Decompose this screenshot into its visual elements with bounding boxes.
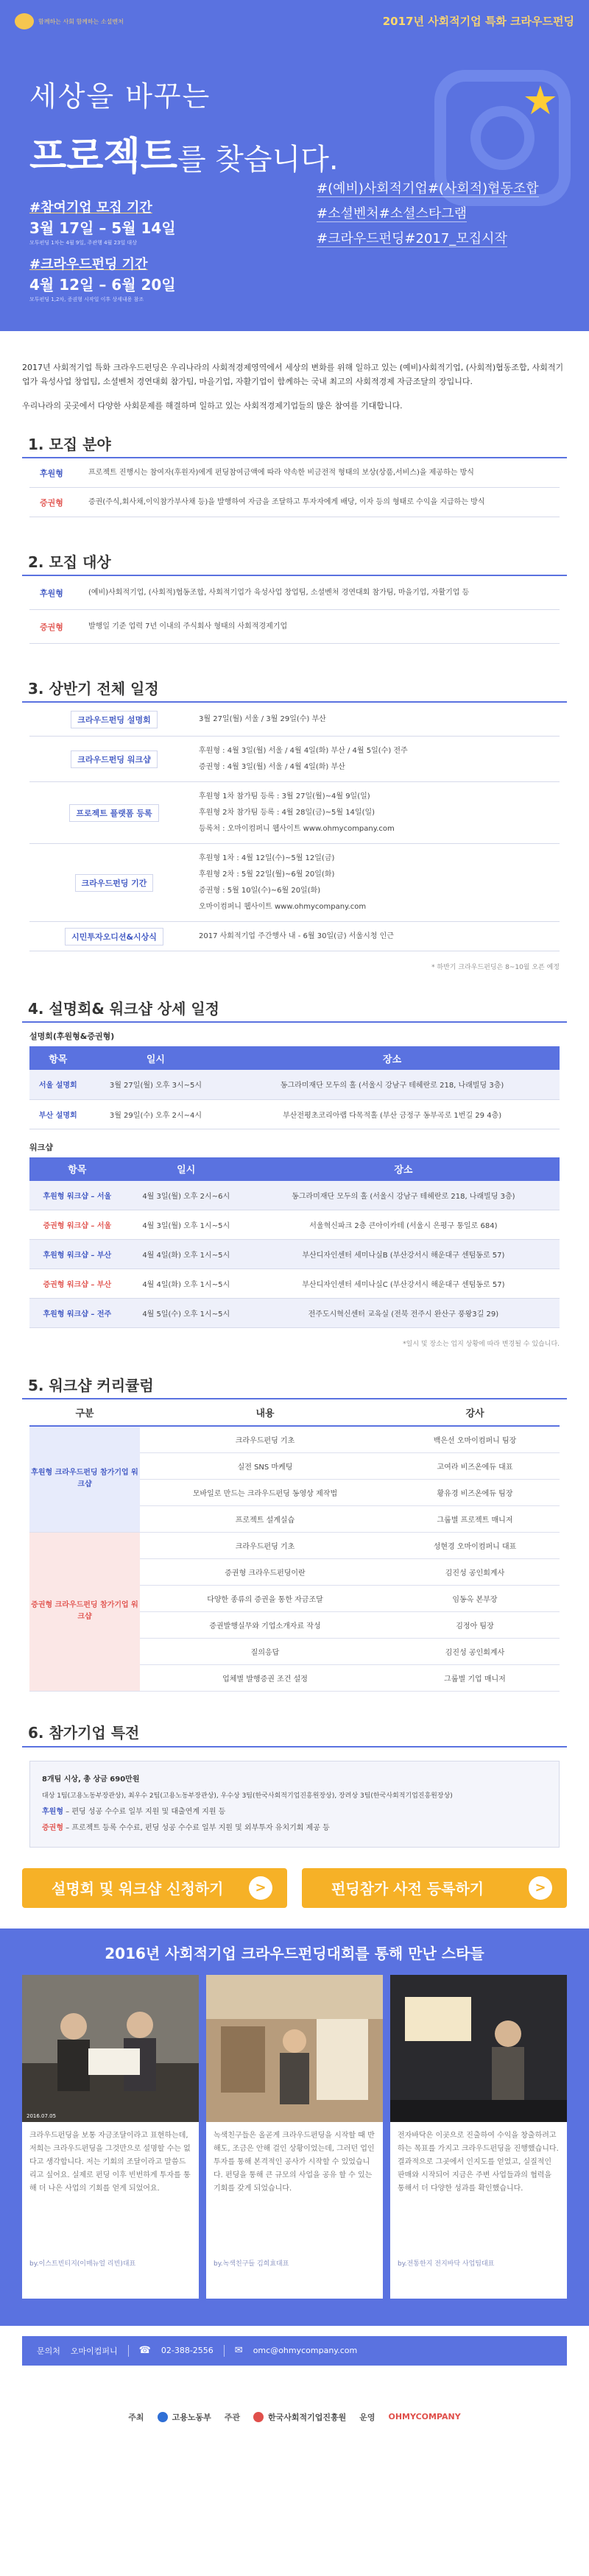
- table-row: 증권형 증권(주식,회사채,이익참가부사채 등)을 발행하여 자금을 조달하고 투자자에게 배당, 이자 등의 형태로 수익을 지급하는 방식: [29, 488, 560, 517]
- star-icon: ★: [522, 77, 558, 124]
- table-row: 후원형 워크샵 – 전주 4월 5일(수) 오후 1시~5시 전주도시혁신센터 교육실 (전북 전주시 완산구 풍왕3길 29): [29, 1299, 560, 1328]
- story-card: 전자바닥은 이곳으로 진출하여 수익을 창출하려고 하는 목표를 가지고 크라우드펀딩을 진행했습니다. 결과적으로 그곳에서 인지도를 얻었고, 실질적인 판매와 시작되어 지금은 주변 사업들과의 협력을 통해서 더 다양한 성과를 확인했습니다. by.전통한지 전지바닥 사업팀대표: [390, 1975, 567, 2299]
- table-row: 프로젝트 설계실습 그룹별 프로젝트 매니저: [29, 1505, 560, 1532]
- table-row: 후원형 워크샵 – 부산 4월 4일(화) 오후 1시~5시 부산디자인센터 세미나실B (부산강서시 해운대구 센텀동로 57): [29, 1240, 560, 1269]
- logo: 함께하는 사회 함께하는 소셜벤처: [15, 13, 124, 29]
- table-row: 서울 설명회 3월 27일(월) 오후 3시~5시 동그라미재단 모두의 홀 (서울시 강남구 테헤란로 218, 나래빌딩 3층): [29, 1070, 560, 1099]
- phone-link[interactable]: 02-388-2556: [161, 2346, 214, 2355]
- table-row: 부산 설명회 3월 29일(수) 오후 2시~4시 부산전평초코리아랩 다목적홀 (부산 금정구 동부곡로 1번길 29 4층): [29, 1099, 560, 1129]
- funding-period: #크라우드펀딩 기간 4월 12일 – 6월 20일 모투펀딩 1,2차, 증권형 시작일 이후 상세내용 참조: [29, 257, 176, 302]
- schedule-row: 프로젝트 플랫폼 등록 후원형 1차 참가팀 등록 : 3월 27일(월)~4월 9일(일) 후원형 2차 참가팀 등록 : 4월 28일(금)~5월 14일(일) 등록처 : 오마이컴퍼니 웹사이트 www.ohmycompany.com: [29, 782, 560, 844]
- table-row: 증권형 크라우드펀딩이란 김진성 공인회계사: [29, 1558, 560, 1585]
- table-row: 후원형 프로젝트 진행시는 참여자(후원자)에게 펀딩참여금액에 따라 약속한 비금전적 형태의 보상(상품,서비스)을 제공하는 방식: [29, 458, 560, 488]
- table-row: 다양한 종류의 증권을 통한 자금조달 임동옥 본부장: [29, 1585, 560, 1611]
- arrow-right-icon: >: [249, 1876, 272, 1900]
- table-row: 후원형 워크샵 – 서울 4월 3일(월) 오후 2시~6시 동그라미재단 모두의 홀 (서울시 강남구 테헤란로 218, 나래빌딩 3층): [29, 1181, 560, 1210]
- curriculum-table: 구분 내용 강사 후원형 크라우드펀딩 참가기업 워크샵 크라우드펀딩 기초 백은선 오마이컴퍼니 팀장 실전 SNS 마케팅 고여라 비즈온에듀 대표 모바일로 만드는 크라우드펀딩 동영상 제작법 황유경 비즈온에듀 팀장 프로젝트 설계실습 그룹별 프로젝트 매니저 증권형 크라우드펀딩 참가기업 워크샵 크라우드펀딩 기초 성현경 오마이컴퍼니 대표 증권형 크라우드펀딩이란 김진성 공인회계사 다양한 종류의 증권을 통한 자금조달 임동옥 본부장 증권발행실무와 기업소개자료 작성 김정아 팀장 질의응답 김진성 공인회계사 업체별 발행증권 조건 설정 그룹별 기업 매니저: [29, 1399, 560, 1692]
- table-row: 질의응답 김진성 공인회계사: [29, 1638, 560, 1664]
- story-photo: 2016.07.05: [22, 1975, 199, 2122]
- table-row: 실전 SNS 마케팅 고여라 비즈온에듀 대표: [29, 1452, 560, 1479]
- preregister-button[interactable]: 펀딩참가 사전 등록하기 >: [302, 1868, 567, 1908]
- section-session-detail: 4. 설명회& 워크샵 상세 일정 설명회(후원형&증권형) 항목 일시 장소 서울 설명회 3월 27일(월) 오후 3시~5시 동그라미재단 모두의 홀 (서울시 강남구 테헤란로 218, 나래빌딩 3층) 부산 설명회 3월 29일(수) 오후 2시~4시 부산전평초코리아랩 다목적홀 (부산 금정구 동부곡로 1번길 29 4층) 워크샵 항목 일시 장소 후원형 워크샵 – 서울 4월 3일(월) 오후 2시~6시 동그라미재단 모두의 홀 (서울시 강남구 테헤란로 218, 나래빌딩 3층) 증권형 워크샵 – 서울 4월 3일(월) 오후 1시~5시 서울혁신파크 2층 큰아이카테 (서울시 은평구 통일로 684) 후원형 워크샵 – 부산 4월 4일(화) 오후 1시~5시 부산디자인센터 세미나실B (부산강서시 해운대구 센텀동로 57) 증권형 워크샵 – 부산 4월 4일(화) 오후 1시~5시 부산디자인센터 세미나실C (부산강서시 해운대구 센텀동로 57) 후원형 워크샵 – 전주 4월 5일(수) 오후 1시~5시 전주도시혁신센터 교육실 (전북 전주시 완산구 풍왕3길 29) *일시 및 장소는 업지 상황에 따라 변경될 수 있습니다.: [22, 993, 567, 1348]
- story-card: 녹색친구들은 올곧게 크라우드펀딩을 시작할 때 반해도, 조금은 안해 걸인 상황이었는데, 그러던 업인 투자를 통해 본격적인 공사가 시작할 수 있었습니다. 펀딩을 통해 큰 규모의 사업을 공유 할 수 있는 기회를 갖게 되었습니다. by.녹색친구들 김희효대표: [206, 1975, 383, 2299]
- section-recruit-field: 1. 모집 분야 후원형 프로젝트 진행시는 참여자(후원자)에게 펀딩참여금액에 따라 약속한 비금전적 형태의 보상(상품,서비스)을 제공하는 방식 증권형 증권(주식,회사채,이익참가부사채 등)을 발행하여 자금을 조달하고 투자자에게 배당, 이자 등의 형태로 수익을 지급하는 방식: [22, 429, 567, 517]
- hero-headline-1: 세상을 바꾸는: [29, 80, 211, 113]
- story-photo: [206, 1975, 383, 2122]
- story-photo: [390, 1975, 567, 2122]
- section-schedule: 3. 상반기 전체 일정 크라우드펀딩 설명회 3월 27일(월) 서울 / 3월 29일(수) 부산 크라우드펀딩 워크샵 후원형 : 4월 3일(월) 서울 / 4월 4일(화) 부산 / 4월 5일(수) 전주 증권형 : 4월 3일(월) 서울 / 4월 4일(화) 부산 프로젝트 플랫폼 등록 후원형 1차 참가팀 등록 : 3월 27일(월)~4월 9일(일) 후원형 2차 참가팀 등록 : 4월 28일(금)~5월 14일(일) 등록처 : 오마이컴퍼니 웹사이트 www.ohmycompany.com 크라우드펀딩 기간 후원형 1차 : 4월 12일(수)~5월 12일(금) 후원형 2차 : 5월 22일(월)~6월 20일(화) 증권형 : 5월 10일(수)~6월 20일(화) 오마이컴퍼니 웹사이트 www.ohmycompany.com 시민투자오디션&시상식 2017 사회적기업 주간행사 내 - 6월 30일(금) 서울시청 인근 * 하반기 크라우드펀딩은 8~10월 오픈 예정: [22, 673, 567, 971]
- briefing-table: 항목 일시 장소 서울 설명회 3월 27일(월) 오후 3시~5시 동그라미재단 모두의 홀 (서울시 강남구 테헤란로 218, 나래빌딩 3층) 부산 설명회 3월 29일(수) 오후 2시~4시 부산전평초코리아랩 다목적홀 (부산 금정구 동부곡로 1번길 29 4층): [29, 1046, 560, 1129]
- hero-top-title: 2017년 사회적기업 특화 크라우드펀딩: [382, 15, 574, 28]
- schedule-row: 크라우드펀딩 기간 후원형 1차 : 4월 12일(수)~5월 12일(금) 후원형 2차 : 5월 22일(월)~6월 20일(화) 증권형 : 5월 10일(수)~6월 20일(화) 오마이컴퍼니 웹사이트 www.ohmycompany.com: [29, 844, 560, 922]
- arrow-right-icon: >: [529, 1876, 552, 1900]
- hero-headline-2: 프로젝트를 찾습니다.: [29, 135, 339, 179]
- table-row: 후원형 크라우드펀딩 참가기업 워크샵 크라우드펀딩 기초 백은선 오마이컴퍼니 팀장: [29, 1426, 560, 1452]
- benefit-box: 8개팀 시상, 총 상금 690만원 대상 1팀(고용노동부장관상), 최우수 2팀(고용노동부장관상), 우수상 3팀(한국사회적기업진흥원장상), 장려상 3팀(한국사회적기업진흥원장상) 후원형 – 편딩 성공 수수료 일부 지원 및 대출연계 지원 등 증권형 – 프로젝트 등록 수수료, 펀딩 성공 수수료 일부 지원 및 외부투자 유치기회 제공 등: [29, 1761, 560, 1848]
- table-row: 증권발행실무와 기업소개자료 작성 김정아 팀장: [29, 1611, 560, 1638]
- table-row: 증권형 발행일 기준 업력 7년 이내의 주식회사 형태의 사회적경제기업: [29, 610, 560, 644]
- email-link[interactable]: omc@ohmycompany.com: [253, 2346, 358, 2355]
- section-recruit-target: 2. 모집 대상 후원형 (예비)사회적기업, (사회적)협동조합, 사회적기업가 육성사업 창업팀, 소셜벤처 경연대회 참가팀, 마을기업, 자활기업 등 증권형 발행일 기준 업력 7년 이내의 주식회사 형태의 사회적경제기업: [22, 547, 567, 644]
- hero-hashtags: #(예비)사회적기업#(사회적)협동조합 #소셜벤처#소셜스타그램 #크라우드펀딩#2017_모집시작: [317, 181, 539, 246]
- organizer-logo: 한국사회적기업진흥원: [253, 2411, 346, 2423]
- schedule-row: 크라우드펀딩 워크샵 후원형 : 4월 3일(월) 서울 / 4월 4일(화) 부산 / 4월 5일(수) 전주 증권형 : 4월 3일(월) 서울 / 4월 4일(화) 부산: [29, 737, 560, 782]
- hero-banner: [0, 0, 589, 331]
- stories-section: 2016년 사회적기업 크라우드펀딩대회를 통해 만난 스타들 2016.07.05 크라우드펀딩을 보통 자금조달이라고 표현하는데, 저희는 크라우드펀딩을 그것만으로 설명할 수는 없다고 생각합니다. 저는 기회의 조달이라고 말씀드리고 싶어요. 실제로 펀딩 이후 빈번하게 투자를 통해 더 나은 사업의 기회를 얻게 되었어요. by.이스트빈티지(이매뉴얼 리빈)대표 녹색친구들은 올곧게 크라우드펀딩을 시작할 때 반해도, 조금은 안해 걸인 상황이었는데, 그러던 업인 투자를 통해 본격적인 공사가 시작할 수 있었습니다. 펀딩을 통해 큰 규모의 사업을 공유 할 수 있는 기회를 갖게 되었습니다. by.녹색친구들 김희효대표 전자바닥은 이곳으로 진출하여 수익을 창출하려고 하는 목표를 가지고 크라우드펀딩을 진행했습니다. 결과적으로 그곳에서 인지도를 얻었고, 실질적인 판매와 시작되어 지금은 주변 사업들과의 협력을 통해서 더 다양한 성과를 확인했습니다. by.전통한지 전지바닥 사업팀대표: [0, 1929, 589, 2326]
- table-row: 증권형 크라우드펀딩 참가기업 워크샵 크라우드펀딩 기초 성현경 오마이컴퍼니 대표: [29, 1532, 560, 1558]
- table-row: 모바일로 만드는 크라우드펀딩 동영상 제작법 황유경 비즈온에듀 팀장: [29, 1479, 560, 1505]
- footer: 주최 고용노동부 주관 한국사회적기업진흥원 운영 OHMYCOMPANY: [128, 2412, 461, 2422]
- logo-mark-icon: [15, 13, 34, 29]
- story-card: 2016.07.05 크라우드펀딩을 보통 자금조달이라고 표현하는데, 저희는 크라우드펀딩을 그것만으로 설명할 수는 없다고 생각합니다. 저는 기회의 조달이라고 말씀드리고 싶어요. 실제로 펀딩 이후 빈번하게 투자를 통해 더 나은 사업의 기회를 얻게 되었어요. by.이스트빈티지(이매뉴얼 리빈)대표: [22, 1975, 199, 2299]
- phone-icon: ☎: [138, 2345, 151, 2356]
- section-benefits: 6. 참가기업 특전 8개팀 시상, 총 상금 690만원 대상 1팀(고용노동부장관상), 최우수 2팀(고용노동부장관상), 우수상 3팀(한국사회적기업진흥원장상), 장려상 3팀(한국사회적기업진흥원장상) 후원형 – 편딩 성공 수수료 일부 지원 및 대출연계 지원 등 증권형 – 프로젝트 등록 수수료, 펀딩 성공 수수료 일부 지원 및 외부투자 유치기회 제공 등: [22, 1718, 567, 1848]
- workshop-table: 항목 일시 장소 후원형 워크샵 – 서울 4월 3일(월) 오후 2시~6시 동그라미재단 모두의 홀 (서울시 강남구 테헤란로 218, 나래빌딩 3층) 증권형 워크샵 – 서울 4월 3일(월) 오후 1시~5시 서울혁신파크 2층 큰아이카테 (서울시 은평구 통일로 684) 후원형 워크샵 – 부산 4월 4일(화) 오후 1시~5시 부산디자인센터 세미나실B (부산강서시 해운대구 센텀동로 57) 증권형 워크샵 – 부산 4월 4일(화) 오후 1시~5시 부산디자인센터 세미나실C (부산강서시 해운대구 센텀동로 57) 후원형 워크샵 – 전주 4월 5일(수) 오후 1시~5시 전주도시혁신센터 교육실 (전북 전주시 완산구 풍왕3길 29): [29, 1157, 560, 1329]
- schedule-row: 크라우드펀딩 설명회 3월 27일(월) 서울 / 3월 29일(수) 부산: [29, 703, 560, 737]
- operator-logo: OHMYCOMPANY: [388, 2412, 461, 2421]
- apply-workshop-button[interactable]: 설명회 및 워크샵 신청하기 >: [22, 1868, 287, 1908]
- contact-bar: 문의처 오마이컴퍼니 ☎ 02-388-2556 ✉ omc@ohmycompany.com: [22, 2336, 567, 2366]
- host-logo: 고용노동부: [158, 2411, 211, 2423]
- intro-text: 2017년 사회적기업 특화 크라우드펀딩은 우리나라의 사회적경제영역에서 세상의 변화를 위해 일하고 있는 (예비)사회적기업, (사회적)협동조합, 사회적기업가 육성사업 창업팀, 소셜벤처 경연대회 참가팀, 마을기업, 자활기업이 함께하는 국내 최고의 사회적경제 자금조달의 장입니다. 우리나라의 곳곳에서 다양한 사회문제를 해결하며 일하고 있는 사회적경제기업들의 많은 참여를 기대합니다.: [22, 363, 564, 411]
- section-curriculum: 5. 워크샵 커리큘럼 구분 내용 강사 후원형 크라우드펀딩 참가기업 워크샵 크라우드펀딩 기초 백은선 오마이컴퍼니 팀장 실전 SNS 마케팅 고여라 비즈온에듀 대표 모바일로 만드는 크라우드펀딩 동영상 제작법 황유경 비즈온에듀 팀장 프로젝트 설계실습 그룹별 프로젝트 매니저 증권형 크라우드펀딩 참가기업 워크샵 크라우드펀딩 기초 성현경 오마이컴퍼니 대표 증권형 크라우드펀딩이란 김진성 공인회계사 다양한 종류의 증권을 통한 자금조달 임동옥 본부장 증권발행실무와 기업소개자료 작성 김정아 팀장 질의응답 김진성 공인회계사 업체별 발행증권 조건 설정 그룹별 기업 매니저: [22, 1370, 567, 1692]
- mail-icon: ✉: [234, 2345, 243, 2356]
- recruit-period: #참여기업 모집 기간 3월 17일 – 5월 14일 모투펀딩 1차는 4월 9일, 주관행 4월 23일 대상: [29, 200, 176, 246]
- table-row: 후원형 (예비)사회적기업, (사회적)협동조합, 사회적기업가 육성사업 창업팀, 소셜벤처 경연대회 참가팀, 마을기업, 자활기업 등: [29, 576, 560, 610]
- schedule-row: 시민투자오디션&시상식 2017 사회적기업 주간행사 내 - 6월 30일(금) 서울시청 인근: [29, 922, 560, 951]
- table-row: 업체별 발행증권 조건 설정 그룹별 기업 매니저: [29, 1664, 560, 1691]
- table-row: 증권형 워크샵 – 서울 4월 3일(월) 오후 1시~5시 서울혁신파크 2층 큰아이카테 (서울시 은평구 통일로 684): [29, 1210, 560, 1240]
- table-row: 증권형 워크샵 – 부산 4월 4일(화) 오후 1시~5시 부산디자인센터 세미나실C (부산강서시 해운대구 센텀동로 57): [29, 1269, 560, 1299]
